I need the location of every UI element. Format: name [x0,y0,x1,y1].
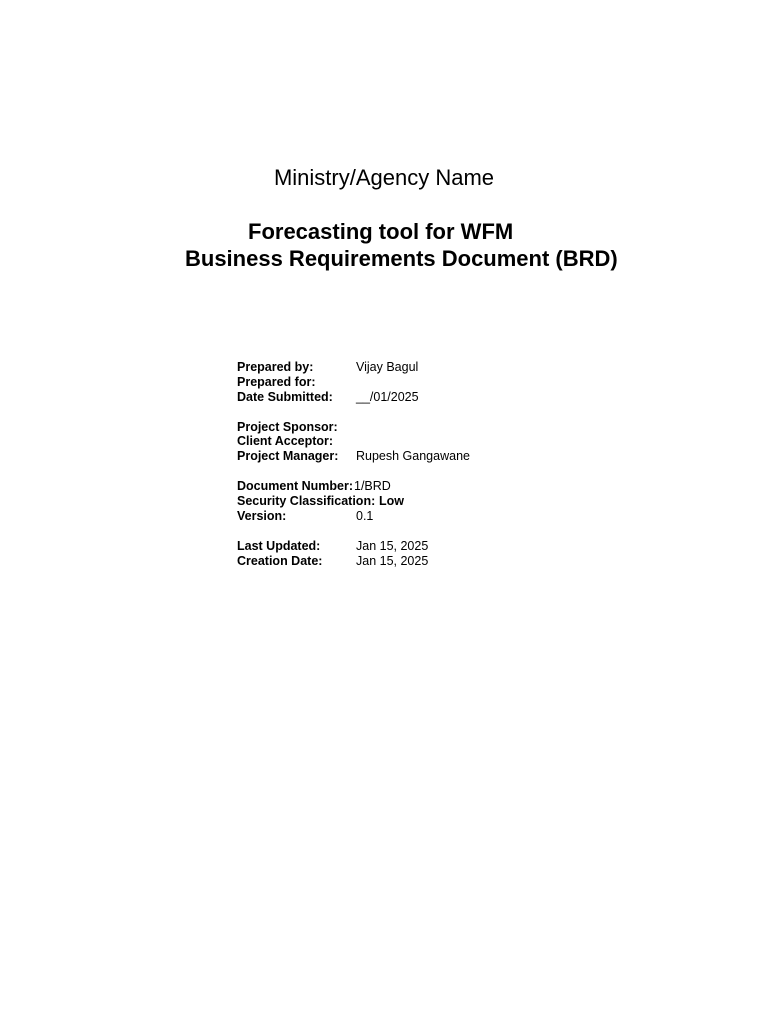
security-classification-row [237,494,537,509]
creation-date-label: Creation Date: [237,553,323,568]
version-row [237,509,537,524]
prepared-by-row [237,360,537,375]
document-number-value: 1/BRD [354,479,391,494]
prepared-by-value: Vijay Bagul [356,360,419,374]
project-manager-value: Rupesh Gangawane [356,449,470,464]
last-updated-label: Last Updated: [237,538,321,553]
last-updated-value: Jan 15, 2025 [356,538,429,553]
date-submitted-value: __/01/2025 [356,389,419,404]
client-acceptor-row [237,434,537,449]
date-submitted-label: Date Submitted: [237,389,333,404]
prepared-by-label: Prepared by: [237,360,314,374]
security-classification-label: Security Classification: [237,494,376,509]
version-value: 0.1 [356,508,374,523]
document-number-row [237,479,537,494]
spacer [237,464,537,479]
client-acceptor-label: Client Acceptor: [237,434,334,449]
last-updated-row [237,539,537,554]
project-sponsor-label: Project Sponsor: [237,419,338,434]
document-subtitle: Business Requirements Document (BRD) [185,246,618,271]
project-sponsor-row [237,420,537,435]
prepared-for-row [237,375,537,390]
document-title: Forecasting tool for WFM [248,219,514,244]
creation-date-value: Jan 15, 2025 [356,553,429,568]
prepared-for-label: Prepared for: [237,374,316,389]
creation-date-row [237,554,537,569]
spacer [237,405,537,420]
date-submitted-row [237,390,537,405]
security-classification-value: Low [379,494,404,509]
agency-name: Ministry/Agency Name [273,165,495,190]
project-manager-row [237,449,537,464]
document-number-label: Document Number: [237,479,353,494]
spacer [237,524,537,539]
project-manager-label: Project Manager: [237,449,339,464]
document-details [237,360,537,568]
version-label: Version: [237,508,287,523]
